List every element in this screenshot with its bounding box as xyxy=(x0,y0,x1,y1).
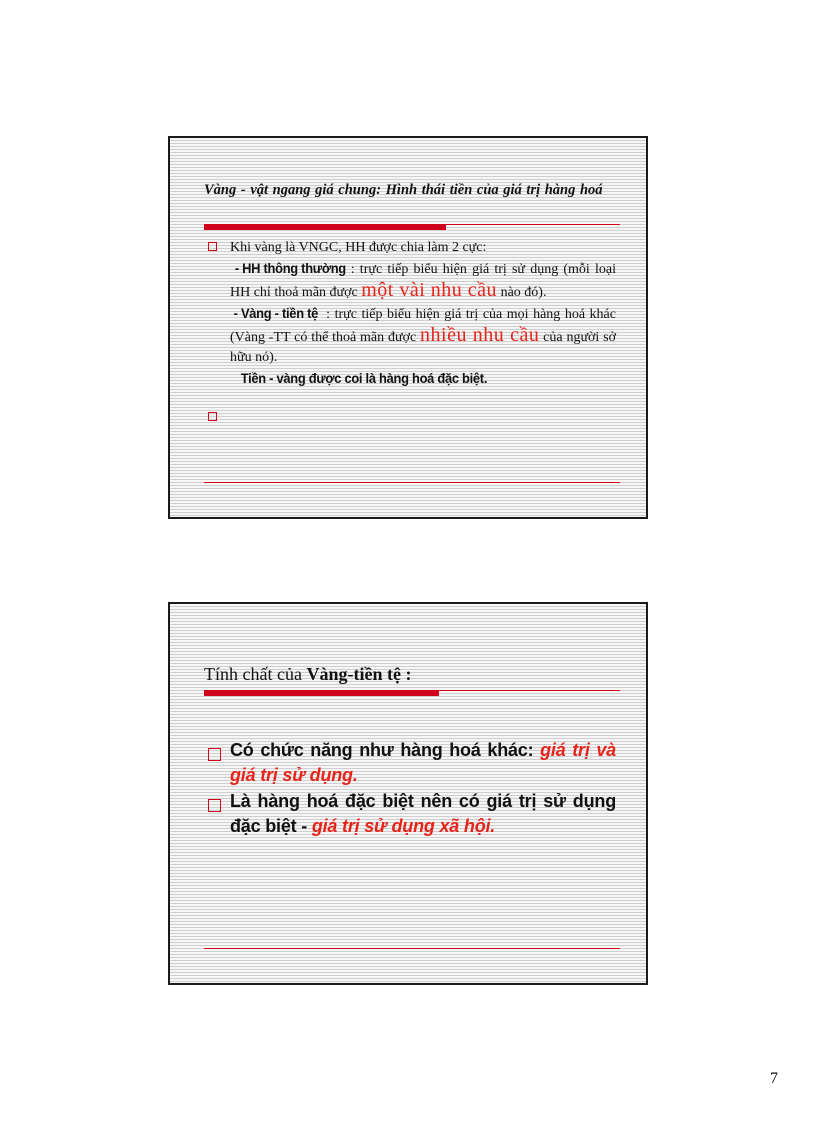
bullet-square-icon xyxy=(208,748,221,761)
bullet-1-text: Có chức năng như hàng hoá khác: xyxy=(230,740,541,760)
slide-2-bottom-rule xyxy=(204,948,620,949)
slide-2-title-prefix: Tính chất của xyxy=(204,664,307,684)
slide-1-bullet-2 xyxy=(230,368,616,390)
slide-1-content xyxy=(230,238,616,390)
slide-1-sub-2 xyxy=(230,303,616,368)
slide-1-bottom-rule xyxy=(204,482,620,483)
sub-1-text-b: nào đó). xyxy=(497,285,547,300)
page-number: 7 xyxy=(770,1070,778,1087)
slide-2-title-bold: Vàng-tiền tệ : xyxy=(306,664,412,684)
slide-2-bullet-2 xyxy=(230,789,616,839)
bullet-1-text: Khi vàng là VNGC, HH được chia làm 2 cực: xyxy=(230,240,487,255)
bullet-2-text: Tiền - vàng được coi là hàng hoá đặc biệt. xyxy=(240,370,488,386)
bullet-2-text: Là hàng hoá đặc biệt nên có giá trị sử dụng đặc biệt - xyxy=(230,791,616,836)
slide-1-sub-1 xyxy=(230,258,616,303)
sub-2-label: - Vàng - tiền tệ xyxy=(233,305,318,321)
bullet-2-highlight: giá trị sử dụng xã hội. xyxy=(311,816,496,836)
slide-1-title: Vàng - vật ngang giá chung: Hình thái tiền của giá trị hàng hoá xyxy=(204,182,603,198)
bullet-1-highlight: giá trị và giá trị sử dụng. xyxy=(230,740,616,785)
sub-1-text-a: : trực tiếp biểu hiện giá trị sử dụng (mỗi loại HH chỉ thoả mãn được xyxy=(230,262,616,300)
slide-2 xyxy=(168,602,648,985)
slide-2-title xyxy=(204,662,620,686)
bullet-square-icon xyxy=(208,799,221,812)
sub-1-label: - HH thông thường xyxy=(234,260,346,276)
sub-2-text-b: của người sở hữu nó). xyxy=(230,330,616,365)
sub-2-highlight: nhiều nhu cầu xyxy=(420,324,540,346)
slide-2-bullet-1 xyxy=(230,738,616,788)
slide-1 xyxy=(168,136,648,519)
sub-2-text-a: : trực tiếp biểu hiện giá trị của mọi hàng hoá khác (Vàng -TT có thể thoả mãn được xyxy=(230,307,616,345)
slide-1-bullet-1 xyxy=(230,238,616,258)
bullet-square-icon xyxy=(208,412,217,421)
sub-1-highlight: một vài nhu cầu xyxy=(361,279,498,301)
bullet-square-icon xyxy=(208,242,217,251)
slide-2-content xyxy=(230,738,616,839)
